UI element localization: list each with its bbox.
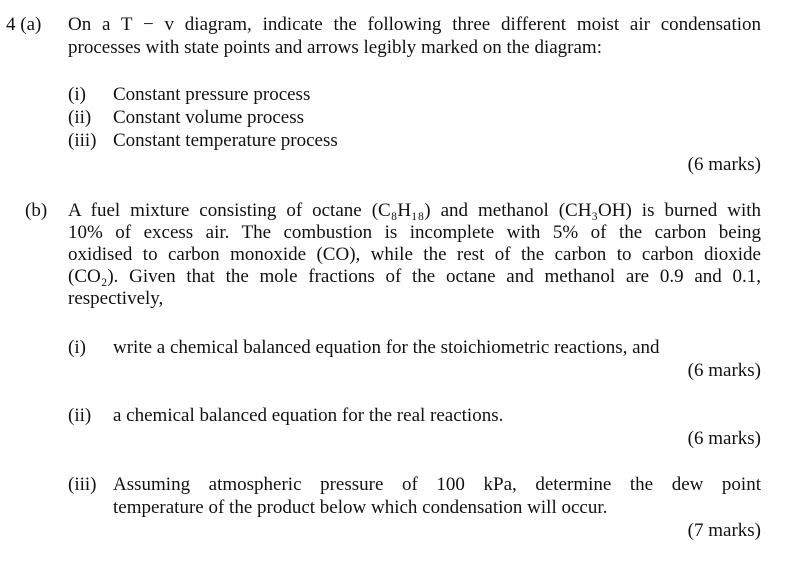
item-text: Assuming atmospheric pressure of 100 kPa, determine the dew point	[113, 474, 761, 495]
question-label-4b: (b)	[25, 200, 48, 221]
question-4b-line: A fuel mixture consisting of octane (C₈H₁₈) and methanol (CH₃OH) is burned with	[68, 200, 761, 221]
item-text: write a chemical balanced equation for the stoichiometric reactions, and	[113, 337, 660, 358]
item-num: (ii)	[68, 405, 92, 426]
question-4b-line: oxidised to carbon monoxide (CO), while the rest of the carbon to carbon dioxide	[68, 244, 761, 265]
marks-4b-ii: (6 marks)	[687, 428, 761, 449]
marks-4a: (6 marks)	[687, 154, 761, 175]
item-num: (ii)	[68, 107, 92, 128]
item-text: Constant pressure process	[113, 84, 311, 105]
question-4b-line: respectively,	[68, 288, 164, 309]
item-text: a chemical balanced equation for the real reactions.	[113, 405, 504, 426]
item-text: temperature of the product below which condensation will occur.	[113, 497, 608, 518]
question-4b-line: 10% of excess air. The combustion is incomplete with 5% of the carbon being	[68, 222, 761, 243]
item-num: (i)	[68, 84, 86, 105]
question-4a-line1: On a T − v diagram, indicate the following three different moist air condensation	[68, 14, 761, 35]
item-text: Constant temperature process	[113, 130, 338, 151]
question-4b-line: (CO₂). Given that the mole fractions of the octane and methanol are 0.9 and 0.1,	[68, 266, 761, 287]
item-num: (iii)	[68, 474, 97, 495]
marks-4b-iii: (7 marks)	[687, 520, 761, 541]
item-num: (iii)	[68, 130, 97, 151]
question-label-4a: 4 (a)	[6, 14, 42, 35]
marks-4b-i: (6 marks)	[687, 360, 761, 381]
question-4a-line2: processes with state points and arrows legibly marked on the diagram:	[68, 37, 602, 58]
item-num: (i)	[68, 337, 86, 358]
item-text: Constant volume process	[113, 107, 305, 128]
